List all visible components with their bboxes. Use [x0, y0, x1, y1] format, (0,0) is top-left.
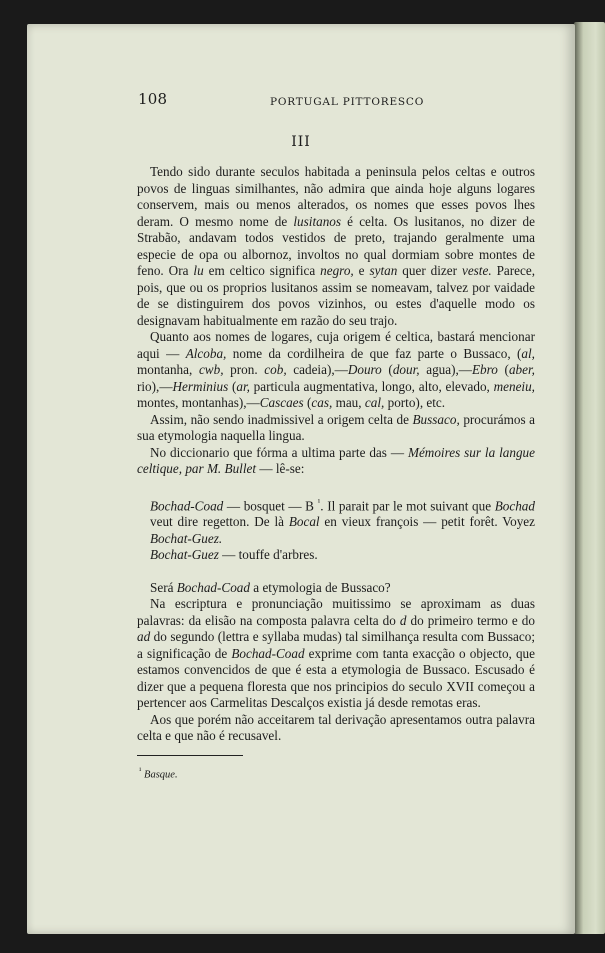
text-segment: cadeia),— — [286, 362, 348, 377]
text-segment: ( — [497, 362, 509, 377]
paragraph-p1 — [137, 164, 535, 329]
text-segment: Bochat-Guez — [150, 547, 219, 563]
text-segment: pron. — [223, 362, 265, 377]
book-spine-edge — [574, 22, 605, 934]
text-segment: rio),— — [137, 378, 173, 394]
text-segment: é celta. Os lusitanos, no dizer de Strabão, andavam todos vestidos de preto, trajando geralmente uma especie de opa ou albornoz, involtos no qual dormiam sobre montes de feno. Ora — [137, 213, 535, 278]
text-segment: . Il parait par le mot suivant que — [320, 497, 495, 513]
text-segment: do primeiro termo e do — [406, 612, 535, 628]
text-segment: em celtico significa — [203, 263, 321, 278]
text-segment: do segundo (lettra e syllaba mudas) tal similhança resulta com Bussaco; a significação de — [137, 629, 535, 661]
text-segment: agua),— — [419, 362, 472, 377]
paragraph-p8 — [137, 596, 535, 712]
text-segment: ( — [303, 395, 312, 410]
text-segment: Bochad — [494, 497, 535, 513]
paragraph-p5 — [137, 494, 535, 548]
text-segment: cal, — [364, 395, 385, 410]
text-segment: — bosquet — B — [223, 497, 318, 513]
text-segment: Parece, pois, que ou os proprios lusitanos assim se nomeavam, talvez por vaidade de se distinguirem dos povos vizinhos, ou estes d'aquelle modo os designavam habitualmente em razão do seu trajo. — [137, 263, 536, 328]
text-segment: ar, — [236, 378, 250, 394]
text-segment: Aos que porém não acceitarem tal derivação apresentamos outra palavra celta e que não é recusavel. — [137, 711, 535, 744]
text-segment: sytan — [369, 263, 398, 278]
text-segment: d — [399, 612, 407, 628]
text-segment: a etymologia de Bussaco? — [250, 579, 391, 595]
text-segment: mau, — [332, 395, 365, 410]
text-segment: procurámos a sua etymologia naquella lingua. — [137, 411, 535, 443]
paragraph-p4 — [137, 445, 535, 478]
text-segment: Tendo sido durante seculos habitada a peninsula pelos celtas e outros povos de linguas similhantes, não admira que ainda hoje alguns logares conservem, mais ou menos alterados, os nomes que esses povos lhes deram. O mesmo nome de — [137, 164, 535, 229]
text-segment: exprime com tanta exacção o objecto, que estamos convencidos de que é esta a etymologia de Bussaco. Escusado é dizer que a pequena floresta que nos principios do seculo XVII começou a pertencer aos Carmelitas Descalços existia já desde remotas eras. — [137, 645, 535, 711]
text-segment: particula augmentativa, longo, alto, elevado, — [249, 378, 494, 394]
text-segment: quer dizer — [397, 263, 462, 278]
text-segment: al, — [521, 345, 535, 361]
text-segment: aber, — [508, 362, 535, 377]
text-segment: veste. — [461, 263, 492, 278]
paragraph-gap — [137, 564, 535, 580]
text-segment: negro, — [320, 263, 354, 278]
text-segment: Bocal — [288, 514, 320, 530]
text-segment: Será — [150, 579, 177, 595]
text-segment: cas, — [311, 395, 333, 410]
footnote-text: Basque. — [144, 769, 178, 781]
text-segment: Cascaes — [259, 395, 304, 410]
text-segment: e — [353, 263, 370, 278]
text-segment: lusitanos — [293, 213, 342, 229]
book-page — [27, 24, 575, 934]
text-segment: Herminius — [172, 378, 229, 394]
text-segment: ¹ — [317, 496, 321, 507]
text-segment: ( — [228, 378, 237, 394]
text-segment: Bochad-Coad — [150, 497, 224, 513]
text-segment: Assim, não sendo inadmissivel a origem celta de — [150, 411, 413, 427]
text-segment: ( — [381, 362, 393, 377]
text-segment: montanha, — [137, 362, 199, 377]
text-segment: — lê-se: — [256, 461, 305, 476]
footnote — [139, 766, 178, 781]
text-segment: en vieux françois — petit forêt. Voyez — [319, 514, 536, 530]
footnote-rule — [137, 755, 243, 756]
text-segment: dour, — [392, 362, 420, 377]
body-text — [137, 164, 535, 745]
paragraph-p6 — [137, 547, 535, 564]
paragraph-p9 — [137, 712, 535, 745]
paragraph-p7 — [137, 580, 535, 597]
footnote-marker: ¹ — [139, 766, 142, 775]
text-segment: No diccionario que fórma a ultima parte das — — [150, 444, 408, 460]
text-segment: lu — [193, 263, 204, 278]
text-segment: Douro — [347, 362, 382, 377]
text-segment: montes, montanhas),— — [137, 395, 260, 410]
text-segment: Ebro — [472, 362, 498, 377]
text-segment: meneiu, — [493, 378, 535, 394]
text-segment: Na escriptura e pronunciação muitissimo se aproximam as duas palavras: da elisão na composta palavra celta do — [137, 596, 535, 628]
text-segment: porto), etc. — [384, 395, 446, 410]
paragraph-p2 — [137, 329, 535, 412]
text-segment: ad — [137, 629, 151, 645]
text-segment: Bochad-Coad — [231, 645, 305, 661]
text-segment: veut dire regetton. De là — [150, 514, 289, 530]
text-segment: Bochad-Coad — [176, 579, 250, 595]
text-segment: Mémoires sur la langue celtique, par M. Bullet — [137, 444, 535, 476]
paragraph-p3 — [137, 412, 535, 445]
text-segment: cwb, — [198, 362, 224, 377]
text-segment: Bochat-Guez. — [150, 530, 223, 546]
text-segment: Quanto aos nomes de logares, cuja origem é celtica, bastará mencionar aqui — — [137, 329, 535, 361]
paragraph-gap — [137, 478, 535, 494]
text-segment: Bussaco, — [412, 411, 460, 427]
text-segment: cob, — [264, 362, 287, 377]
section-number: III — [291, 134, 311, 150]
running-title: PORTUGAL PITTORESCO — [270, 96, 425, 108]
text-segment: nome da cordilheira de que faz parte o Bussaco, ( — [226, 345, 522, 361]
page-number: 108 — [138, 90, 168, 108]
text-segment: — touffe d'arbres. — [218, 547, 318, 563]
text-segment: Alcoba, — [185, 345, 227, 361]
